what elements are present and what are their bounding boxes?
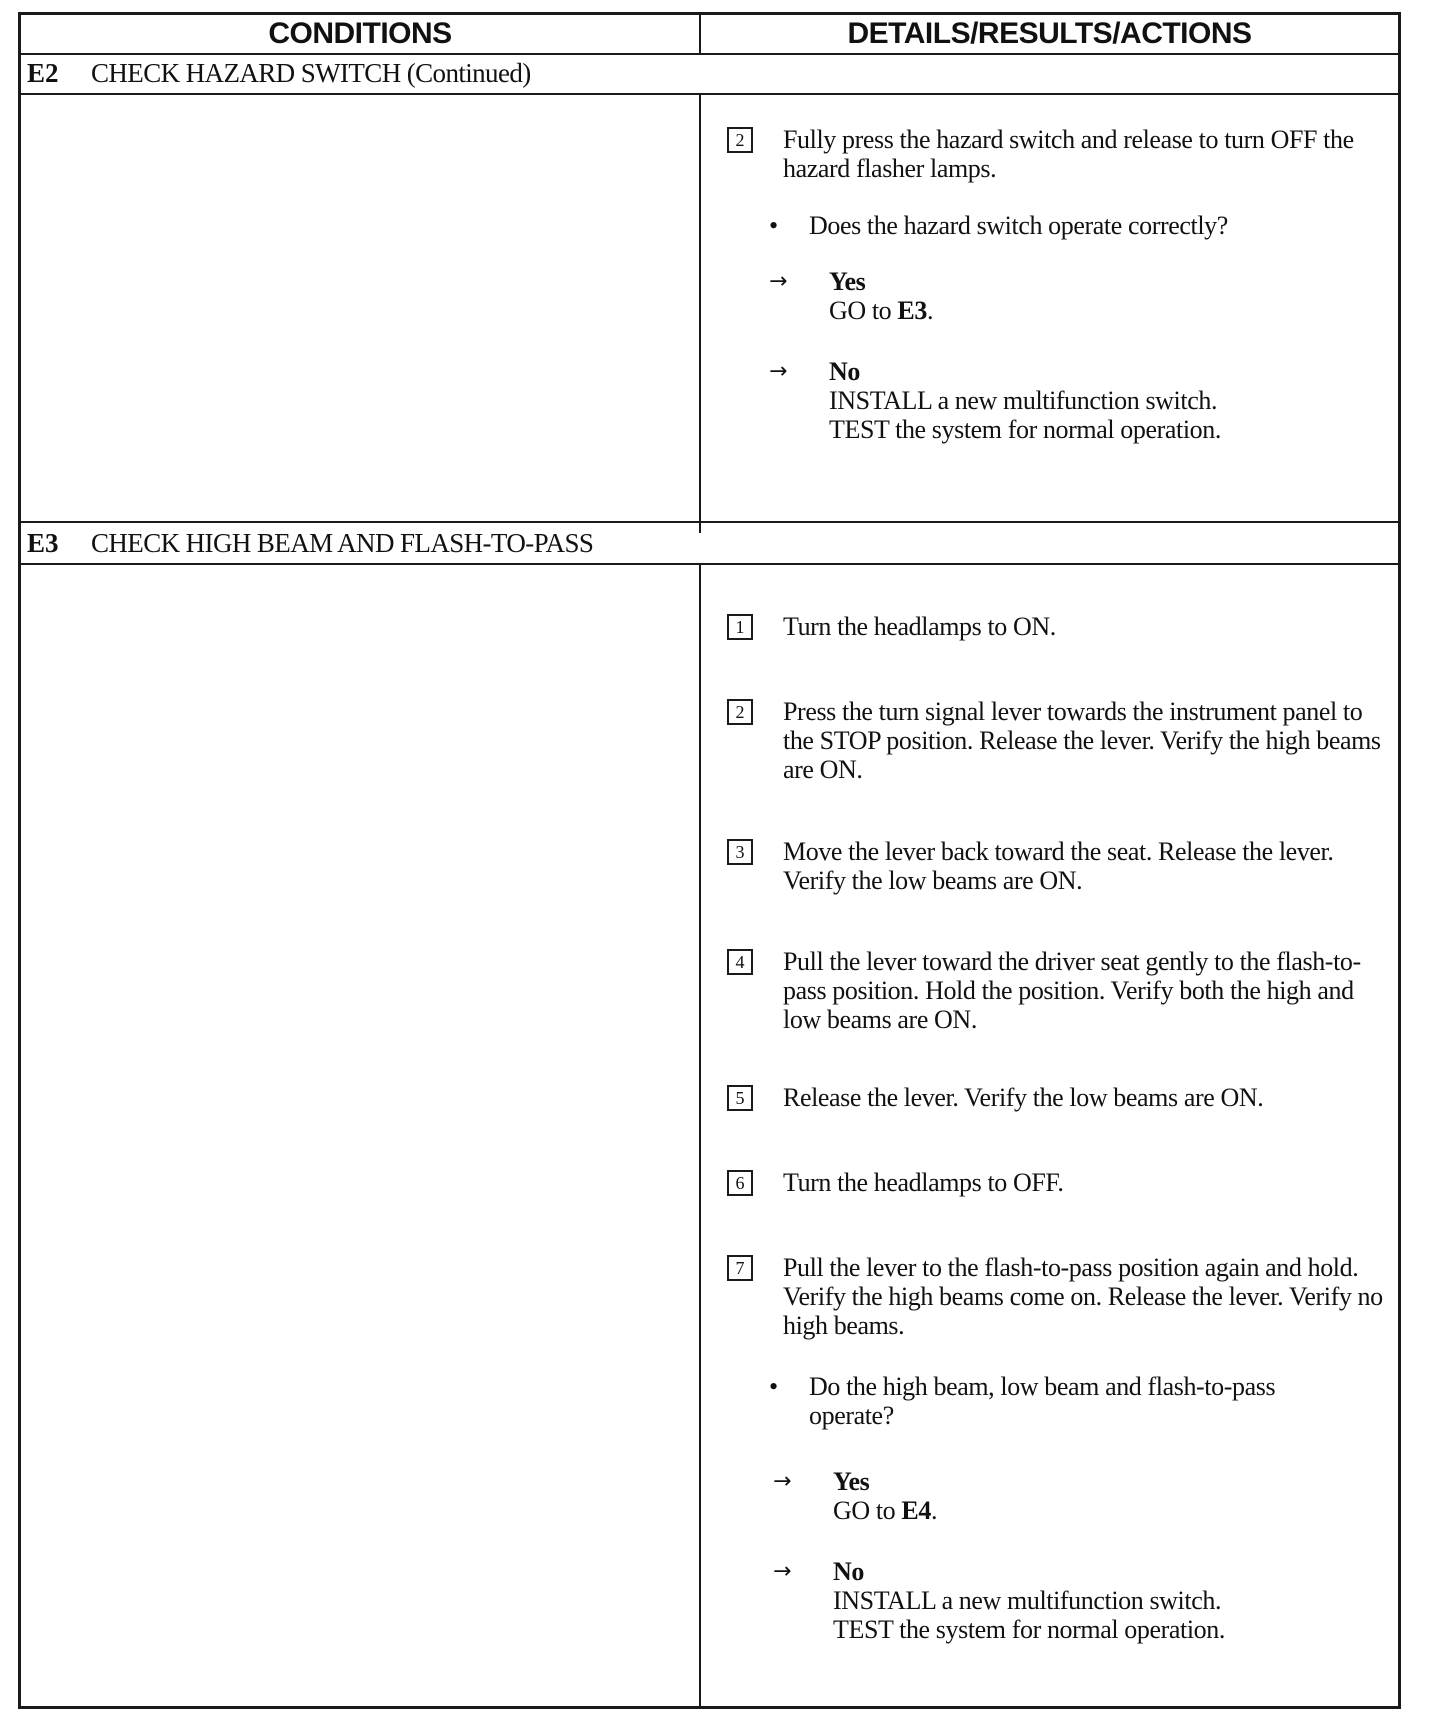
step-number-box: 1 xyxy=(727,614,753,640)
step-text: Press the turn signal lever towards the instrument panel to the STOP position. Release the lever. Verify the high beams are ON. xyxy=(783,697,1381,784)
step-number-box: 4 xyxy=(727,949,753,975)
section-heading-e2 xyxy=(21,53,1398,95)
answer-no xyxy=(773,1557,1333,1647)
answer-yes xyxy=(773,1467,1333,1527)
action-suffix: . xyxy=(926,296,934,325)
section-code: E3 xyxy=(27,528,59,558)
answer-label: No xyxy=(829,357,860,386)
step-number-box: 6 xyxy=(727,1170,753,1196)
answer-label: Yes xyxy=(829,267,866,296)
question-text: Does the hazard switch operate correctly? xyxy=(809,211,1228,240)
answer-action: INSTALL a new multifunction switch. xyxy=(833,1586,1222,1615)
answer-action: TEST the system for normal operation. xyxy=(833,1615,1225,1644)
answer-no xyxy=(769,357,1329,447)
step-text: Turn the headlamps to OFF. xyxy=(783,1168,1064,1197)
step-text: Release the lever. Verify the low beams are ON. xyxy=(783,1083,1264,1112)
answer-action: TEST the system for normal operation. xyxy=(829,415,1221,444)
answer-action xyxy=(829,296,933,325)
step-text: Pull the lever toward the driver seat gently to the flash-to-pass position. Hold the position. Verify both the high and low beams are ON. xyxy=(783,947,1361,1034)
section-title: CHECK HAZARD SWITCH (Continued) xyxy=(91,58,531,88)
answer-label: Yes xyxy=(833,1467,870,1496)
answer-action xyxy=(833,1496,937,1525)
question-text: Do the high beam, low beam and flash-to-pass operate? xyxy=(809,1372,1276,1430)
step-text: Move the lever back toward the seat. Release the lever. Verify the low beams are ON. xyxy=(783,837,1334,895)
arrow-right-icon: → xyxy=(773,1469,792,1494)
arrow-right-icon: → xyxy=(773,1559,792,1584)
step-number-box: 5 xyxy=(727,1085,753,1111)
bullet-icon: • xyxy=(769,1372,778,1401)
header-conditions: CONDITIONS xyxy=(268,17,452,50)
answer-yes xyxy=(769,267,1329,327)
step-number-box: 3 xyxy=(727,839,753,865)
action-suffix: . xyxy=(930,1496,938,1525)
arrow-right-icon: → xyxy=(769,359,788,384)
step-text: Fully press the hazard switch and release to turn OFF the hazard flasher lamps. xyxy=(783,125,1354,183)
step-number-box: 2 xyxy=(727,699,753,725)
column-divider xyxy=(699,95,701,533)
table-header-row xyxy=(21,15,1398,55)
action-text: GO to xyxy=(829,296,898,325)
header-details: DETAILS/RESULTS/ACTIONS xyxy=(699,15,1398,53)
step-text: Turn the headlamps to ON. xyxy=(783,612,1056,641)
action-text: GO to xyxy=(833,1496,902,1525)
column-divider xyxy=(699,565,701,1706)
answer-action: INSTALL a new multifunction switch. xyxy=(829,386,1218,415)
section-code: E2 xyxy=(27,58,59,88)
diagnostic-table xyxy=(18,12,1401,1709)
answer-label: No xyxy=(833,1557,864,1586)
section-title: CHECK HIGH BEAM AND FLASH-TO-PASS xyxy=(91,528,594,558)
section-heading-e3 xyxy=(21,523,1398,565)
step-text: Pull the lever to the flash-to-pass position again and hold. Verify the high beams come on. Release the lever. Verify no high beams. xyxy=(783,1253,1383,1340)
action-target: E4 xyxy=(901,1496,931,1525)
step-number-box: 2 xyxy=(727,127,753,153)
step-number-box: 7 xyxy=(727,1255,753,1281)
bullet-icon: • xyxy=(769,211,778,240)
arrow-right-icon: → xyxy=(769,269,788,294)
action-target: E3 xyxy=(897,296,927,325)
